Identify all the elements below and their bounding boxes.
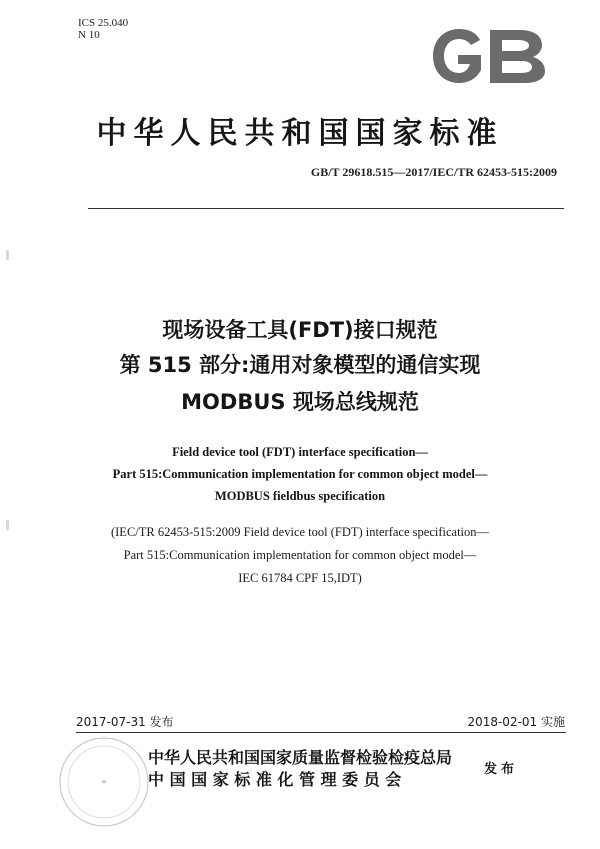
watermark-stamp-icon: [56, 734, 152, 830]
gb-logo-icon: [428, 26, 550, 86]
standard-name: 中华人民共和国国家标准: [96, 116, 504, 151]
equivalence-line2: Part 515:Communication implementation for common object model—: [123, 548, 477, 562]
issuer-line2: 中 国 国 家 标 准 化 管 理 委 员 会: [148, 770, 402, 789]
standard-number: GB/T 29618.515—2017/IEC/TR 62453-515:2009: [310, 165, 557, 179]
svg-text:★: ★: [100, 778, 108, 786]
scan-edge-mark: [6, 250, 9, 260]
issue-label: 发布: [484, 762, 519, 777]
ccs-code: N 10: [78, 29, 100, 41]
bottom-divider: [76, 732, 566, 733]
title-en-line2: Part 515:Communication implementation for common object model—: [112, 467, 488, 481]
title-cn-line3: MODBUS 现场总线规范: [181, 390, 419, 414]
implement-date: 2018-02-01 实施: [467, 715, 565, 729]
title-en-line3: MODBUS fieldbus specification: [214, 489, 386, 503]
publish-date: 2017-07-31 发布: [76, 715, 174, 729]
ics-code: ICS 25.040: [78, 17, 129, 29]
title-cn-line1: 现场设备工具(FDT)接口规范: [162, 318, 438, 342]
equivalence-line1: (IEC/TR 62453-515:2009 Field device tool (FDT) interface specification—: [110, 525, 490, 539]
title-cn-line2: 第 515 部分:通用对象模型的通信实现: [119, 353, 481, 377]
equivalence-line3: IEC 61784 CPF 15,IDT): [238, 571, 362, 585]
classification-codes: [78, 17, 128, 41]
top-divider: [88, 208, 564, 209]
scan-edge-mark: [6, 520, 9, 530]
title-en-line1: Field device tool (FDT) interface specification—: [172, 445, 428, 459]
issuer-line1: 中华人民共和国国家质量监督检验检疫总局: [148, 748, 453, 767]
